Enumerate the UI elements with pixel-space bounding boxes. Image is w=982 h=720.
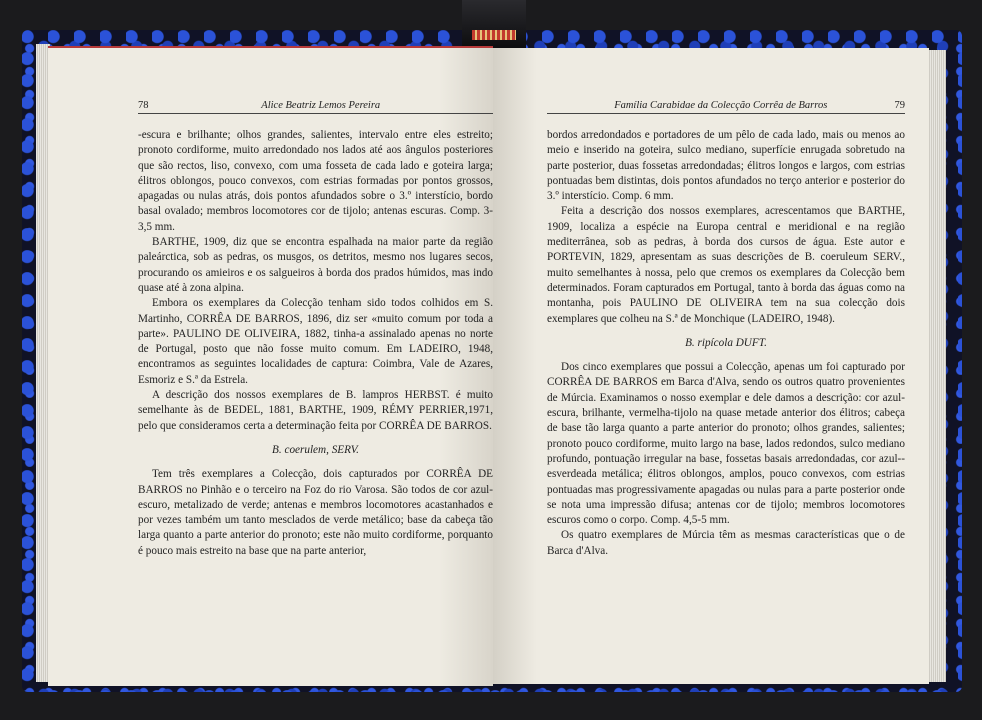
left-page-text xyxy=(138,128,493,559)
paragraph: A descrição dos nossos exemplares de B. lampros HERBST. é muito semelhante às de BEDEL, 1881, BARTHE, 1909, RÉMY PERRIER,1971, pelo que consideramos certa a determinação feita por CORRÊA DE BARROS. xyxy=(138,389,493,432)
right-page xyxy=(493,48,929,684)
right-page-number: 79 xyxy=(894,100,905,111)
right-running-head xyxy=(547,100,905,114)
book-spine xyxy=(462,0,526,48)
right-running-title: Família Carabidae da Colecção Corrêa de Barros xyxy=(614,100,828,111)
species-heading: B. coerulem, SERV. xyxy=(272,443,359,456)
page-edges-right xyxy=(926,50,946,682)
paragraph: Embora os exemplares da Colecção tenham sido todos colhidos em S. Martinho, CORRÊA DE BARROS, 1896, diz ser «muito comum por toda a parte». PAULINO DE OLIVEIRA, 1882, tinha-a assinalado apenas no norte de Portugal, posto que não fosse muito comum. Em LADEIRO, 1948, encontramos as seguintes localidades de captura: Coimbra, Vale de Azares, Esmoriz e S.ª da Estrela. xyxy=(138,297,493,386)
paragraph: Os quatro exemplares de Múrcia têm as mesmas características que o de Barca d'Alva. xyxy=(547,529,905,557)
left-page xyxy=(48,46,493,686)
left-page-number: 78 xyxy=(138,100,149,111)
left-running-title: Alice Beatriz Lemos Pereira xyxy=(261,100,381,111)
paragraph: Dos cinco exemplares que possui a Colecção, apenas um foi capturado por CORRÊA DE BARROS em Barca d'Alva, sendo os outros quatro provenientes de Múrcia. Examinamos o nosso exemplar e dele damos a descrição: cor azul-escura, brilhante, vermelha-tijolo na quase metade anterior dos élitros; cabeça de base tão larga quanto a parte anterior do pronoto; olhos grandes, salientes; pronoto pouco cordiforme, muito largo na base, lados redondos, sulco mediano profundo, pontuação irregular na base, fossetas basais arredondadas, cor azul--esverdeada metálica; élitros oblongos, amplos, pouco convexos, com estrias pontuadas mas progressivamente apagadas ou nulas para a parte posterior onde se nota uma impressão difusa; antenas cor de tijolo; membros locomotores escuros como o corpo. Comp. 4,5-5 mm. xyxy=(547,361,905,527)
left-running-head xyxy=(138,100,493,114)
right-page-text xyxy=(547,128,905,559)
paragraph: bordos arredondados e portadores de um pêlo de cada lado, mais ou menos ao meio e inserido na goteira, sulco mediano, superfície enrugada sobretudo na parte posterior, duas fossetas arredondadas; élitros longos e largos, com estrias pontuadas bem distintas, dois pontos afundados no terço anterior e posterior do 3.º interstício. Comp. 6 mm. xyxy=(547,129,905,203)
paragraph: Tem três exemplares a Colecção, dois capturados por CORRÊA DE BARROS no Pinhão e o terceiro na Foz do rio Varosa. São todos de cor azul-escuro, metalizado de verde; antenas e membros locomotores acastanhados e por vezes também um tanto mesclados de verde metálico; base da cabeça tão larga quanto a parte anterior do pronoto; este não muito cordiforme, porquanto é pouco mais estreito na base que na parte anterior, xyxy=(138,468,493,557)
paragraph: Feita a descrição dos nossos exemplares, acrescentamos que BARTHE, 1909, localiza a espécie na Europa central e meridional e na região mediterrânea, sob as pedras, à borda dos cursos de água. Este autor e PORTEVIN, 1829, apresentam as suas descrições de B. coeruleum SERV., muito semelhantes à nossa, pelo que cremos os exemplares da Colecção bem determinados. Foram capturados em Portugal, tanto à borda das águas como na montanha, pois PAULINO DE OLIVEIRA tem na sua colecção dois exemplares que colheu na S.ª de Monchique (LADEIRO, 1948). xyxy=(547,205,905,325)
paragraph: BARTHE, 1909, diz que se encontra espalhada na maior parte da região paleárctica, sob as pedras, os musgos, os detritos, mesmo nos lugares secos, procurando os amieiros e os salgueiros à borda dos prados húmidos, mas indo quase até à zona alpina. xyxy=(138,236,493,294)
species-heading: B. ripícola DUFT. xyxy=(685,336,767,349)
paragraph: -escura e brilhante; olhos grandes, salientes, intervalo entre eles estreito; pronoto cordiforme, muito arredondado nos lados até aos ângulos posteriores que são rectos, liso, convexo, com uma fosseta de cada lado e goteira larga; élitros oblongos, pouco convexos, com estrias formadas por pontos grossos, apagadas ou nulas atrás, dois pontos afundados sobre o 3.º interstício, bordo basal ovalado; membros locomotores cor de tijolo; antenas escuras. Comp. 3-3,5 mm. xyxy=(138,129,493,233)
spine-headband xyxy=(472,30,516,40)
